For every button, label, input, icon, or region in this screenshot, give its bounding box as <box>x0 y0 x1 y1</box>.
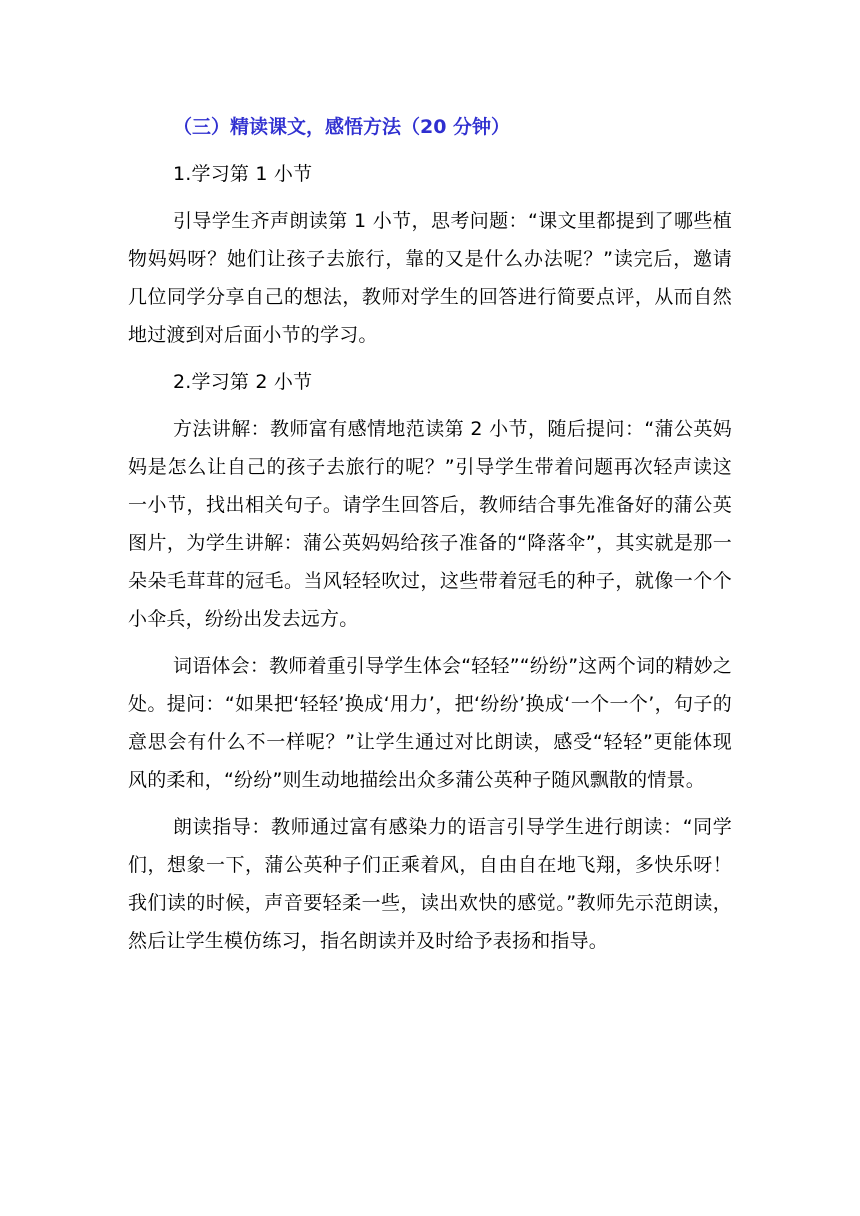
paragraph-method-explanation: 方法讲解：教师富有感情地范读第 2 小节，随后提问：“蒲公英妈妈是怎么让自己的孩子去旅行的呢？”引导学生带着问题再次轻声读这一小节，找出相关句子。请学生回答后，教师结合事先准备好的蒲公英图片，为学生讲解：蒲公英妈妈给孩子准备的“降落伞”，其实就是那一朵朵毛茸茸的冠毛。当风轻轻吹过，这些带着冠毛的种子，就像一个个小伞兵，纷纷出发去远方。 <box>128 418 732 630</box>
section-title: （三）精读课文，感悟方法（20 分钟） <box>173 116 511 138</box>
paragraph-word-appreciation: 词语体会：教师着重引导学生体会“轻轻”“纷纷”这两个词的精妙之处。提问：“如果把‘轻轻’换成‘用力’，把‘纷纷’换成‘一个一个’，句子的意思会有什么不一样呢？”让学生通过对比朗读，感受“轻轻”更能体现风的柔和，“纷纷”则生动地描绘出众多蒲公英种子随风飘散的情景。 <box>128 655 732 791</box>
paragraph-1: 引导学生齐声朗读第 1 小节，思考问题：“课文里都提到了哪些植物妈妈呀？她们让孩子去旅行，靠的又是什么办法呢？”读完后，邀请几位同学分享自己的想法，教师对学生的回答进行简要点评，从而自然地过渡到对后面小节的学习。 <box>128 210 732 346</box>
subsection-heading-2: 2.学习第 2 小节 <box>173 371 313 393</box>
subsection-heading-1: 1.学习第 1 小节 <box>173 163 313 185</box>
document-body <box>128 108 732 960</box>
paragraph-reading-guidance: 朗读指导：教师通过富有感染力的语言引导学生进行朗读：“同学们，想象一下，蒲公英种子们正乘着风，自由自在地飞翔，多快乐呀！我们读的时候，声音要轻柔一些，读出欢快的感觉。”教师先示范朗读，然后让学生模仿练习，指名朗读并及时给予表扬和指导。 <box>128 816 732 952</box>
